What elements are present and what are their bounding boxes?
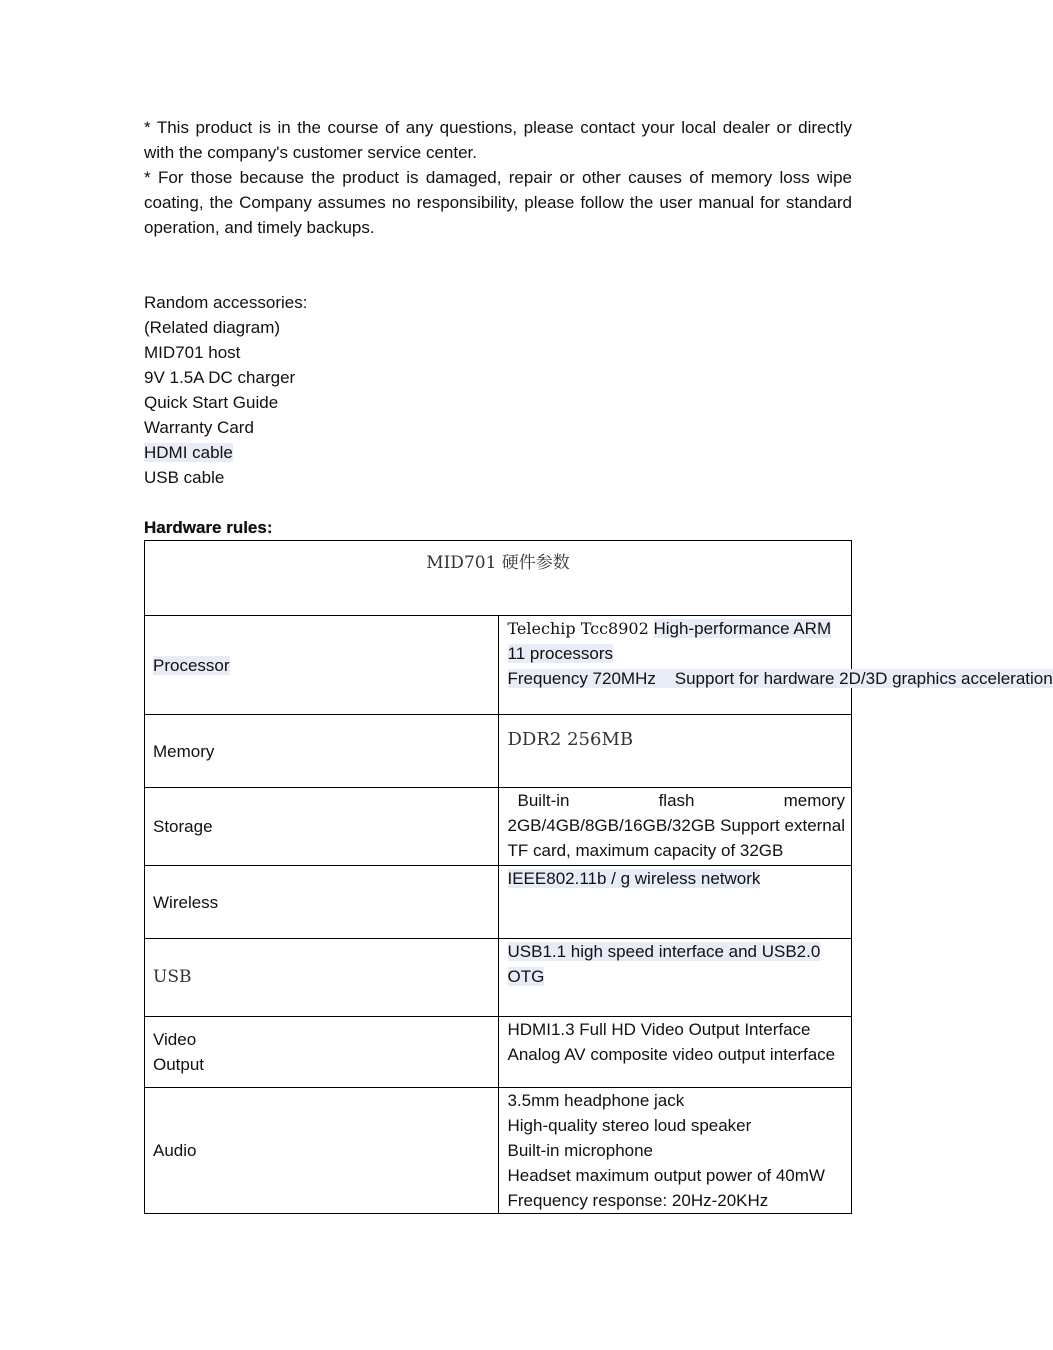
table-row bbox=[145, 1088, 852, 1214]
table-caption: MID701 硬件参数 bbox=[145, 541, 852, 616]
list-item: Warranty Card bbox=[144, 418, 254, 437]
note-contact-dealer: * This product is in the course of any questions, please contact your local dealer or directly with the company's customer service center. bbox=[144, 118, 852, 162]
hardware-spec-table bbox=[144, 540, 1053, 1214]
list-item: USB cable bbox=[144, 468, 225, 487]
table-row bbox=[145, 1017, 852, 1088]
row-value-memory: DDR2 256MB bbox=[498, 715, 852, 788]
list-item bbox=[144, 440, 852, 465]
note-memory-loss: * For those because the product is damaged, repair or other causes of memory loss wipe coating, the Company assumes no responsibility, please follow the user manual for standard operation, and timely backups. bbox=[144, 168, 852, 237]
row-value-usb: USB1.1 high speed interface and USB2.0 OTG bbox=[498, 939, 852, 1017]
row-value-audio: 3.5mm headphone jack High-quality stereo loud speaker Built-in microphone Headset maximum output power of 40mW Frequency response: 20Hz-20KHz bbox=[498, 1088, 852, 1214]
document-page bbox=[144, 115, 1053, 1214]
list-item: MID701 host bbox=[144, 343, 241, 362]
table-row bbox=[145, 715, 852, 788]
accessories-section bbox=[144, 290, 852, 490]
table-row bbox=[145, 788, 852, 866]
notes-section bbox=[144, 115, 852, 240]
row-label-usb: USB bbox=[145, 939, 499, 1017]
table-caption-row bbox=[145, 541, 852, 616]
row-label-memory: Memory bbox=[145, 715, 499, 788]
row-label-audio: Audio bbox=[145, 1088, 499, 1214]
row-label-processor: Processor bbox=[145, 616, 499, 715]
table-row bbox=[145, 616, 852, 715]
processor-chip: Telechip Tcc8902 bbox=[507, 619, 649, 638]
row-value-processor: Telechip Tcc8902 High-performance ARM 11 processors Frequency 720MHz Support for hardware 2D/3D graphics acceleration bbox=[498, 616, 852, 715]
accessories-list bbox=[144, 315, 852, 490]
list-item: Quick Start Guide bbox=[144, 393, 279, 412]
accessories-heading: Random accessories: bbox=[144, 293, 308, 312]
highlighted-text: HDMI cable bbox=[144, 443, 233, 462]
row-value-video-output: HDMI1.3 Full HD Video Output Interface Analog AV composite video output interface bbox=[498, 1017, 852, 1088]
row-value-storage: Built-in flash memory 2GB/4GB/8GB/16GB/32GB Support external TF card, maximum capacity of 32GB bbox=[498, 788, 852, 866]
list-item: 9V 1.5A DC charger bbox=[144, 368, 296, 387]
list-item: (Related diagram) bbox=[144, 318, 281, 337]
row-label-storage: Storage bbox=[145, 788, 499, 866]
row-value-wireless: IEEE802.11b / g wireless network bbox=[498, 866, 852, 939]
row-label-video-output: Video Output bbox=[145, 1017, 499, 1088]
hardware-title: Hardware rules: bbox=[144, 518, 273, 537]
table-row bbox=[145, 866, 852, 939]
table-row bbox=[145, 939, 852, 1017]
row-label-wireless: Wireless bbox=[145, 866, 499, 939]
